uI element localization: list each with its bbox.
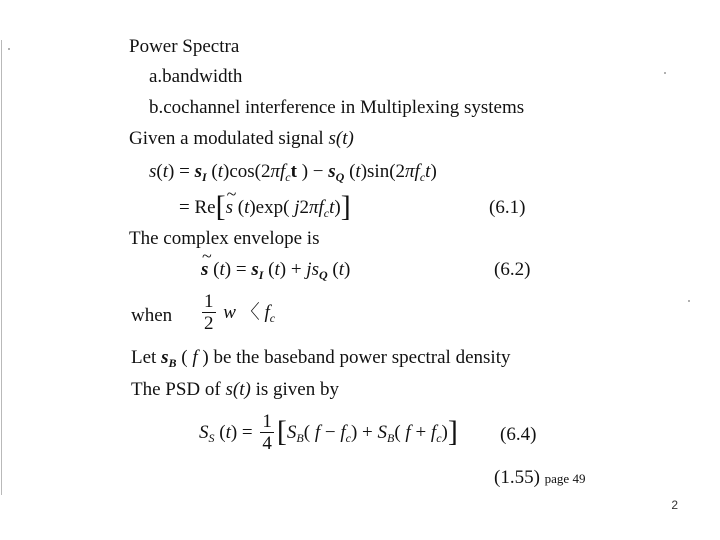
speck	[664, 72, 666, 74]
when-label: when	[131, 305, 173, 326]
quarter-fraction	[260, 412, 274, 455]
reference-note	[494, 467, 585, 490]
half-fraction-numerator: 1	[204, 291, 214, 312]
psd-signal: s(t)	[225, 379, 251, 400]
baseband-psd-line: Let $s_B$ ( f ) be the baseband power spectral density	[131, 347, 511, 370]
reference-number: (1.55)	[494, 467, 540, 488]
equation-line-1: $s(t) = s_I$ $(t)\cos(2\pi f_ct$ ) − $s_Q$ $(t)\sin(2\pi f_ct)$	[149, 161, 437, 184]
signal-symbol: s(t)	[328, 128, 354, 149]
left-edge-line	[1, 40, 2, 495]
speck	[688, 300, 690, 302]
equation-psd: $S_S$ (t) = $\frac{1}{4}$ [$S_B$( $f - f_c) + S_B$( $f + f_c$)]	[199, 411, 458, 454]
speck	[8, 48, 10, 50]
quarter-fraction-numerator: 1	[262, 411, 272, 432]
reference-page: page 49	[544, 471, 586, 486]
list-item-bandwidth: a.bandwidth	[149, 66, 243, 87]
psd-line	[131, 379, 339, 401]
equation-number-6-4: (6.4)	[500, 424, 537, 445]
baseband-psd-text: be the baseband power spectral density	[213, 347, 511, 368]
half-fraction	[202, 292, 216, 335]
complex-envelope-label: The complex envelope is	[129, 228, 320, 249]
list-item-cochannel: b.cochannel interference in Multiplexing systems	[149, 97, 525, 118]
slide-title: Power Spectra	[129, 36, 240, 57]
intro-text: Given a modulated signal	[129, 128, 324, 149]
quarter-fraction-denominator: 4	[262, 433, 272, 454]
equation-number-6-1: (6.1)	[489, 197, 526, 218]
equation-line-2: = Re[~ s (t)exp( $j2\pi f_ct$)]	[179, 196, 351, 219]
psd-tail: is given by	[255, 379, 339, 400]
equation-complex-envelope: ~ s $(t) = s_I$ $(t) + js_Q$ (t)	[201, 259, 350, 281]
half-fraction-denominator: 2	[204, 313, 214, 334]
bandwidth-condition: $\frac{1}{2}$ w 〈 $f_c$	[204, 291, 276, 334]
let-label: Let	[131, 347, 157, 368]
page-number: 2	[671, 498, 678, 512]
intro-line	[129, 128, 354, 150]
psd-label: The PSD of	[131, 379, 221, 400]
equation-number-6-2: (6.2)	[494, 259, 531, 280]
